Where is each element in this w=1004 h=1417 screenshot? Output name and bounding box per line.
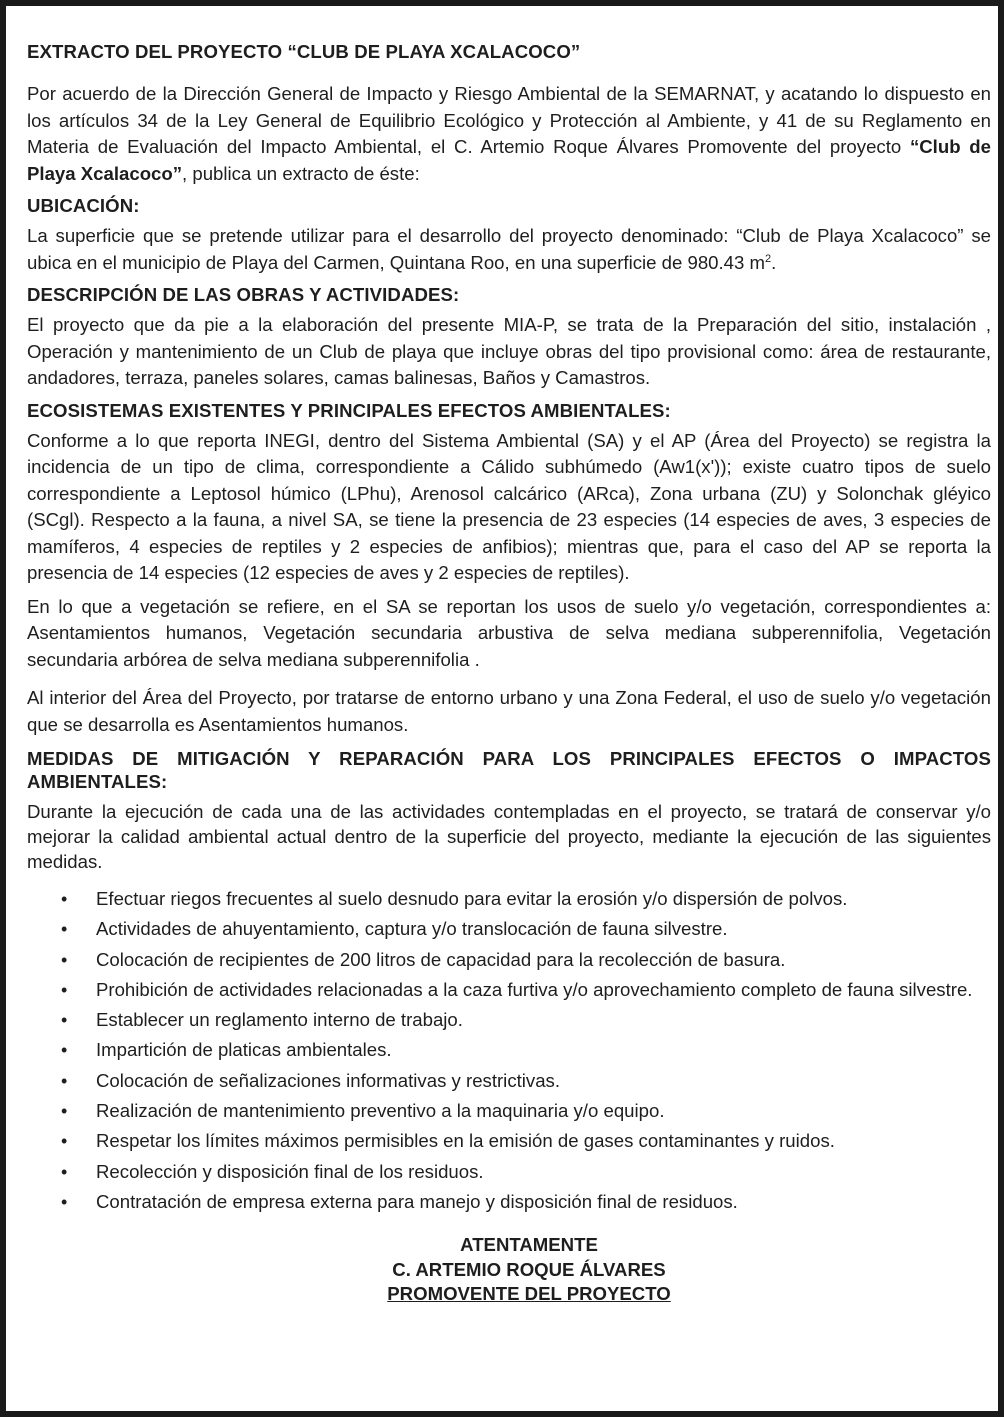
list-item [27, 884, 991, 914]
bullet-icon: • [61, 889, 68, 909]
list-item-text: Respetar los límites máximos permisibles en la emisión de gases contaminantes y ruidos. [96, 1130, 835, 1152]
list-item [27, 1126, 991, 1156]
bullet-icon: • [61, 1070, 68, 1091]
list-item-text: Efectuar riegos frecuentes al suelo desnudo para evitar la erosión y/o dispersión de polvos. [96, 888, 848, 909]
descripcion-paragraph: El proyecto que da pie a la elaboración del presente MIA-P, se trata de la Preparación del sitio, instalación , Operación y mantenimiento de un Club de playa que incluye obras del tipo provisional como: área de restaurante, andadores, terraza, paneles solares, camas balinesas, Baños y Camastros. [27, 314, 991, 388]
project-name-bold: “Club de Playa Xcalacoco” [27, 136, 991, 184]
signature-role-text: PROMOVENTE DEL PROYECTO [387, 1283, 671, 1305]
list-item [27, 1005, 991, 1035]
bullet-icon: • [61, 919, 68, 940]
bullet-icon: • [61, 1131, 68, 1152]
ecosistemas-paragraph-1: Conforme a lo que reporta INEGI, dentro del Sistema Ambiental (SA) y el AP (Área del Proyecto) se registra la incidencia de un tipo de clima, correspondiente a Cálido subhúmedo (Aw1(x')); existe cuatro tipos de suelo correspondiente a Leptosol húmico (LPhu), Arenosol calcárico (ARca), Zona urbana (ZU) y Solonchak gléyico (SCgl). Respecto a la fauna, a nivel SA, se tiene la presencia de 23 especies (14 especies de aves, 3 especies de mamíferos, 4 especies de reptiles y 2 especies de anfibios); mientras que, para el caso del AP se reporta la presencia de 14 especies (12 especies de aves y 2 especies de reptiles). [27, 429, 991, 583]
list-item [27, 1096, 991, 1126]
bullet-icon: • [61, 979, 68, 1000]
bullet-icon: • [61, 1010, 68, 1031]
list-item-text: Colocación de recipientes de 200 litros de capacidad para la recolección de basura. [96, 948, 786, 970]
heading-ecosistemas: ECOSISTEMAS EXISTENTES Y PRINCIPALES EFECTOS AMBIENTALES: [27, 399, 671, 421]
list-item [27, 975, 991, 1005]
list-item-text: Realización de mantenimiento preventivo a la maquinaria y/o equipo. [96, 1100, 665, 1122]
ubicacion-tail: . [771, 251, 777, 273]
list-item [27, 945, 991, 975]
signature-block [27, 1233, 991, 1307]
heading-medidas: MEDIDAS DE MITIGACIÓN Y REPARACIÓN PARA LOS PRINCIPALES EFECTOS O IMPACTOS AMBIENTALES: [27, 748, 991, 792]
intro-paragraph [27, 81, 991, 187]
signature-name: C. ARTEMIO ROQUE ÁLVARES [392, 1258, 666, 1280]
intro-tail: , publica un extracto de éste: [182, 162, 420, 184]
signature-role [67, 1282, 991, 1307]
list-item [27, 1157, 991, 1187]
bullet-icon: • [61, 1040, 68, 1061]
list-item [27, 914, 991, 944]
document-body [27, 28, 991, 1307]
list-item-text: Establecer un reglamento interno de trabajo. [96, 1009, 463, 1031]
bullet-icon: • [61, 1191, 68, 1212]
medidas-list [27, 884, 991, 1217]
list-item-text: Recolección y disposición final de los residuos. [96, 1160, 484, 1182]
heading-ubicacion: UBICACIÓN: [27, 195, 140, 216]
bullet-icon: • [61, 949, 68, 970]
medidas-paragraph: Durante la ejecución de cada una de las actividades contempladas en el proyecto, se tratará de conservar y/o mejorar la calidad ambiental actual dentro de la superficie del proyecto, mediante la ejecución de las siguientes medidas. [27, 801, 991, 872]
list-item-text: Prohibición de actividades relacionadas a la caza furtiva y/o aprovechamiento completo de fauna silvestre. [96, 978, 973, 1000]
list-item-text: Colocación de señalizaciones informativas y restrictivas. [96, 1069, 561, 1091]
bullet-icon: • [61, 1101, 68, 1122]
ecosistemas-paragraph-3: Al interior del Área del Proyecto, por tratarse de entorno urbano y una Zona Federal, el uso de suelo y/o vegetación que se desarrolla es Asentamientos humanos. [27, 687, 991, 735]
ubicacion-superscript: 2 [765, 252, 772, 265]
list-item-text: Actividades de ahuyentamiento, captura y/o translocación de fauna silvestre. [96, 918, 728, 940]
ubicacion-text: La superficie que se pretende utilizar para el desarrollo del proyecto denominado: “Club de Playa Xcalacoco” se ubica en el municipio de Playa del Carmen, Quintana Roo, en una superficie de 980.43 m [27, 225, 991, 273]
intro-text: Por acuerdo de la Dirección General de Impacto y Riesgo Ambiental de la SEMARNAT, y acatando lo dispuesto en los artículos 34 de la Ley General de Equilibrio Ecológico y Protección al Ambiente, y 41 de su Reglamento en Materia de Evaluación del Impacto Ambiental, el C. Artemio Roque Álvares Promovente del proyecto [27, 83, 991, 157]
ubicacion-paragraph [27, 223, 991, 276]
heading-descripcion: DESCRIPCIÓN DE LAS OBRAS Y ACTIVIDADES: [27, 284, 460, 305]
document-title: EXTRACTO DEL PROYECTO “CLUB DE PLAYA XCALACOCO” [27, 41, 581, 62]
list-item-text: Impartición de platicas ambientales. [96, 1039, 392, 1061]
list-item [27, 1035, 991, 1065]
signature-closing: ATENTAMENTE [460, 1234, 598, 1256]
ecosistemas-paragraph-2: En lo que a vegetación se refiere, en el SA se reportan los usos de suelo y/o vegetación, correspondientes a: Asentamientos humanos, Vegetación secundaria arbustiva de selva mediana subperennifolia, Vegetación secundaria arbórea de selva mediana subperennifolia . [27, 595, 991, 670]
bullet-icon: • [61, 1161, 68, 1182]
list-item [27, 1066, 991, 1096]
list-item [27, 1187, 991, 1217]
list-item-text: Contratación de empresa externa para manejo y disposición final de residuos. [96, 1190, 738, 1212]
